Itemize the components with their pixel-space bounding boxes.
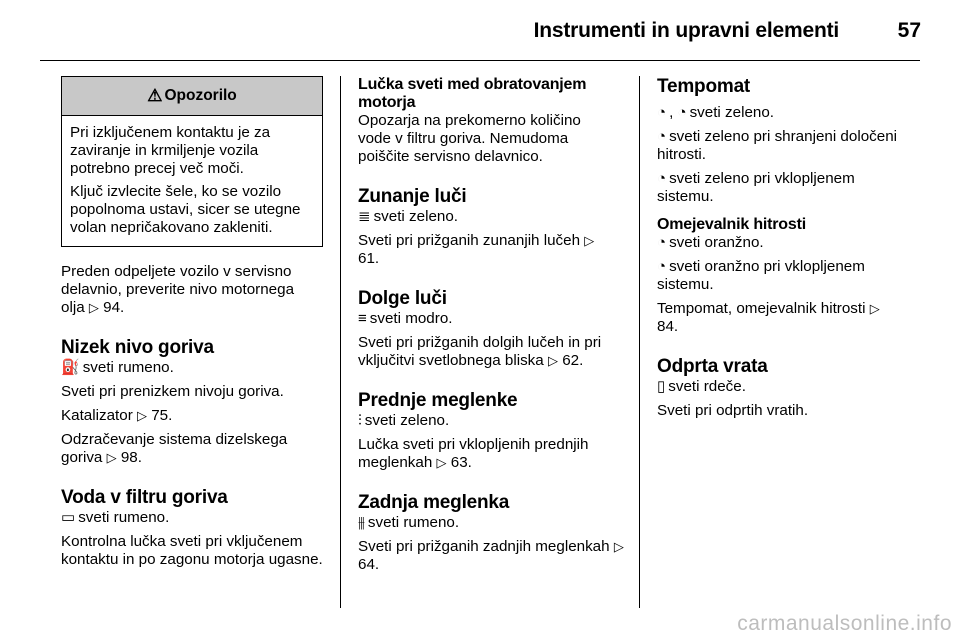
warning-box (61, 76, 323, 247)
page-number: 57 (897, 19, 921, 42)
cruise-control-icon: ◔ (677, 104, 687, 121)
door-desc: Sveti pri odprtih vratih. (657, 402, 809, 419)
cross-reference-arrow-icon: ▷ (869, 301, 880, 316)
column-divider-1 (340, 76, 341, 608)
warning-paragraph-2: Ključ izvlecite šele, ko se vozilo popolnoma ustavi, sicer se utegne volan nepričakovano zakleniti. (70, 183, 301, 236)
exterior-light-icon: ≣ (358, 208, 371, 225)
limiter-status: ◔ sveti oranžno. (657, 234, 764, 251)
limiter-ref-line: Tempomat, omejevalnik hitrosti ▷ 84. (657, 300, 880, 335)
intro-ref: 94. (103, 299, 125, 316)
column-1 (61, 76, 326, 575)
page-header-title: Instrumenti in upravni elementi (533, 19, 839, 42)
water-desc: Kontrolna lučka sveti pri vključenem kontaktu in po zagonu motorja ugasne. (61, 533, 323, 568)
front-status: ⫶ sveti zeleno. (358, 412, 450, 429)
warning-body (62, 116, 322, 246)
cruise-heading: Tempomat (657, 76, 751, 97)
front-fog-icon: ⫶ (358, 412, 362, 429)
limiter-heading: Omejevalnik hitrosti (657, 216, 806, 233)
cruise-status: ◔ , ◔ sveti zeleno. (657, 104, 774, 121)
cruise-control-icon: ◔ (657, 104, 667, 121)
bleed-line: Odzračevanje sistema dizelskega goriva ▷ 98. (61, 431, 288, 466)
cruise-control-icon: ◔ (657, 128, 667, 145)
high-desc: Sveti pri prižganih dolgih lučeh in pri vključitvi svetlobnega bliska ▷ 62. (358, 334, 602, 369)
cross-reference-arrow-icon: ▷ (137, 408, 147, 423)
fuel-status: ⛽ sveti rumeno. (61, 359, 174, 376)
door-status: ▯ sveti rdeče. (657, 378, 746, 395)
catalyst-line: Katalizator ▷ 75. (61, 407, 173, 424)
warning-paragraph-1: Pri izključenem kontaktu je za zaviranje in krmiljenje vozila potrebno precej več moči. (70, 124, 271, 177)
cross-reference-arrow-icon: ▷ (436, 455, 447, 470)
ext-desc: Sveti pri prižganih zunanjih lučeh ▷ 61. (358, 232, 595, 267)
oil-desc: Opozarja na prekomerno količino vode v filtru goriva. Nemudoma poiščite servisno delavnico. (358, 112, 581, 165)
high-beam-icon: ≡ (358, 310, 367, 327)
ext-heading: Zunanje luči (358, 186, 467, 207)
cruise-engaged: ◔ sveti zeleno pri vklopljenem sistemu. (657, 170, 855, 205)
ext-status: ≣ sveti zeleno. (358, 208, 458, 225)
oil-heading: Lučka sveti med obratovanjem motorja (358, 76, 587, 111)
high-heading: Dolge luči (358, 288, 447, 309)
header-divider (40, 60, 920, 61)
cross-reference-arrow-icon: ▷ (584, 233, 595, 248)
door-heading: Odprta vrata (657, 356, 768, 377)
warning-header (62, 77, 322, 116)
cross-reference-arrow-icon: ▷ (106, 450, 117, 465)
water-in-fuel-icon: ▭ (61, 509, 76, 526)
warning-triangle-icon: ⚠ (147, 86, 163, 105)
fuel-heading: Nizek nivo goriva (61, 337, 214, 358)
rear-fog-icon: ⫵ (358, 514, 365, 531)
rear-desc: Sveti pri prižganih zadnjih meglenkah ▷ 64. (358, 538, 624, 573)
door-open-icon: ▯ (657, 378, 666, 395)
fuel-desc: Sveti pri prenizkem nivoju goriva. (61, 383, 284, 400)
cross-reference-arrow-icon: ▷ (547, 353, 558, 368)
limiter-engaged: ◔ sveti oranžno pri vklopljenem sistemu. (657, 258, 865, 293)
cruise-control-icon: ◔ (657, 170, 667, 187)
rear-heading: Zadnja meglenka (358, 492, 510, 513)
warning-title: Opozorilo (164, 87, 237, 104)
fuel-pump-icon: ⛽ (61, 359, 80, 376)
water-status: ▭ sveti rumeno. (61, 509, 170, 526)
watermark: carmanualsonline.info (737, 612, 952, 635)
water-heading: Voda v filtru goriva (61, 487, 228, 508)
high-status: ≡ sveti modro. (358, 310, 453, 327)
rear-status: ⫵ sveti rumeno. (358, 514, 460, 531)
speed-limiter-icon: ◔ (657, 234, 667, 251)
cross-reference-arrow-icon: ▷ (88, 300, 99, 315)
front-heading: Prednje meglenke (358, 390, 518, 411)
cruise-stored: ◔ sveti zeleno pri shranjeni določeni hitrosti. (657, 128, 898, 163)
speed-limiter-icon: ◔ (657, 258, 667, 275)
cross-reference-arrow-icon: ▷ (613, 539, 624, 554)
column-2 (358, 76, 623, 580)
front-desc: Lučka sveti pri vklopljenih prednjih meglenkah ▷ 63. (358, 436, 589, 471)
column-3 (657, 76, 922, 426)
column-divider-2 (639, 76, 640, 608)
intro-paragraph: Preden odpeljete vozilo v servisno delavnio, preverite nivo motornega olja ▷ 94. (61, 263, 295, 316)
